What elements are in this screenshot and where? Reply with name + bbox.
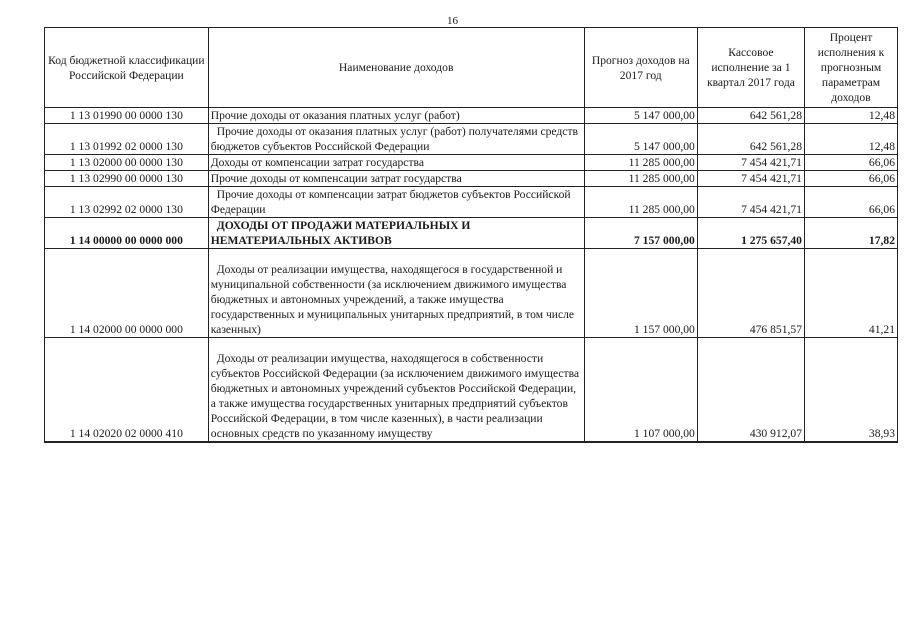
row-code: 1 14 02000 00 0000 000: [45, 249, 209, 338]
header-cash: Кассовое исполнение за 1 квартал 2017 года: [697, 28, 804, 108]
table-row: [45, 124, 898, 155]
row-code: 1 13 01990 00 0000 130: [45, 108, 209, 124]
row-name-text: Доходы от реализации имущества, находящегося в государственной и муниципальной собственности (за исключением движимого имущества бюджетных и автономных учреждений, а также имущества государственных и муниципальных унитарных предприятий, в том числе казенных): [210, 263, 575, 336]
row-cash: 7 454 421,71: [697, 155, 804, 171]
table-row-section: [45, 218, 898, 249]
header-forecast: Прогноз доходов на 2017 год: [584, 28, 697, 108]
header-percent: Процент исполнения к прогнозным параметрам доходов: [804, 28, 897, 108]
row-percent: 38,93: [804, 338, 897, 443]
row-name: Прочие доходы от компенсации затрат государства: [208, 171, 584, 187]
row-code: 1 14 02020 02 0000 410: [45, 338, 209, 443]
row-name-text: Прочие доходы от компенсации затрат бюджетов субъектов Российской Федерации: [210, 188, 571, 216]
row-percent: 12,48: [804, 108, 897, 124]
row-name: [208, 249, 584, 338]
row-forecast: 5 147 000,00: [584, 124, 697, 155]
row-cash: 1 275 657,40: [697, 218, 804, 249]
table-header-row: [45, 28, 898, 108]
row-name-text: Прочие доходы от оказания платных услуг (работ) получателями средств бюджетов субъектов Российской Федерации: [210, 125, 578, 153]
row-name: Прочие доходы от оказания платных услуг (работ): [208, 108, 584, 124]
row-code: 1 13 01992 02 0000 130: [45, 124, 209, 155]
row-name: Доходы от компенсации затрат государства: [208, 155, 584, 171]
row-percent: 66,06: [804, 155, 897, 171]
row-forecast: 1 157 000,00: [584, 249, 697, 338]
row-name-text: Доходы от реализации имущества, находящегося в собственности субъектов Российской Федерации (за исключением движимого имущества бюджетных и автономных учреждений субъектов Российской Федерации, а также имущества государственных унитарных предприятий субъектов Российской Федерации, в том числе казенных), в части реализации основных средств по указанному имуществу: [210, 352, 580, 440]
table-row: [45, 249, 898, 338]
row-forecast: 1 107 000,00: [584, 338, 697, 443]
header-name: Наименование доходов: [208, 28, 584, 108]
row-percent: 41,21: [804, 249, 897, 338]
table-row: [45, 338, 898, 443]
row-name-text: ДОХОДЫ ОТ ПРОДАЖИ МАТЕРИАЛЬНЫХ И НЕМАТЕРИАЛЬНЫХ АКТИВОВ: [210, 219, 471, 247]
row-percent: 66,06: [804, 171, 897, 187]
table-row: [45, 171, 898, 187]
row-percent: 12,48: [804, 124, 897, 155]
revenue-table: [44, 27, 898, 443]
row-percent: 17,82: [804, 218, 897, 249]
row-name: [208, 338, 584, 443]
row-name: [208, 187, 584, 218]
row-cash: 642 561,28: [697, 124, 804, 155]
row-forecast: 5 147 000,00: [584, 108, 697, 124]
row-name: [208, 218, 584, 249]
page-number: 16: [447, 15, 458, 27]
row-cash: 7 454 421,71: [697, 171, 804, 187]
row-code: 1 13 02992 02 0000 130: [45, 187, 209, 218]
row-cash: 430 912,07: [697, 338, 804, 443]
row-forecast: 11 285 000,00: [584, 171, 697, 187]
row-forecast: 11 285 000,00: [584, 155, 697, 171]
table-row: [45, 187, 898, 218]
row-code: 1 13 02000 00 0000 130: [45, 155, 209, 171]
row-code: 1 14 00000 00 0000 000: [45, 218, 209, 249]
row-percent: 66,06: [804, 187, 897, 218]
row-cash: 642 561,28: [697, 108, 804, 124]
row-code: 1 13 02990 00 0000 130: [45, 171, 209, 187]
row-name: [208, 124, 584, 155]
row-cash: 7 454 421,71: [697, 187, 804, 218]
table-row: [45, 155, 898, 171]
table-row: [45, 108, 898, 124]
header-code: Код бюджетной классификации Российской Федерации: [45, 28, 209, 108]
row-forecast: 11 285 000,00: [584, 187, 697, 218]
row-cash: 476 851,57: [697, 249, 804, 338]
row-forecast: 7 157 000,00: [584, 218, 697, 249]
